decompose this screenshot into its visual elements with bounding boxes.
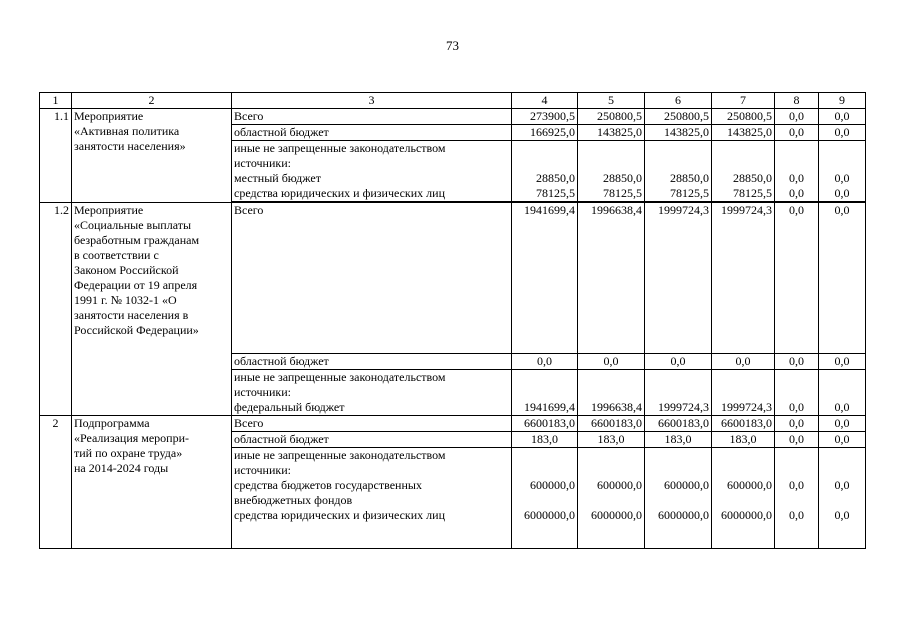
value-cell: 250800,5 [578,109,645,125]
source-label: Всего [232,416,512,432]
measure-title: Мероприятие «Активная политика занятости населения» [72,109,232,203]
budget-table [39,92,866,549]
value-cell: 0,0 [819,125,866,141]
value-cell: 0,0 [775,370,819,416]
value-cell: 28850,0 78125,5 [512,141,578,202]
value-cell: 1941699,4 [512,203,578,354]
value-cell: 28850,0 78125,5 [712,141,775,202]
value-cell: 183,0 [512,432,578,448]
value-cell: 600000,0 6000000,0 [645,448,712,549]
value-cell: 0,0 [819,432,866,448]
row-number: 2 [40,416,72,549]
table-row [40,109,866,125]
source-label: областной бюджет [232,125,512,141]
value-cell: 0,0 [775,432,819,448]
source-label: областной бюджет [232,354,512,370]
value-cell: 183,0 [578,432,645,448]
value-cell: 0,0 [712,354,775,370]
value-cell: 250800,5 [645,109,712,125]
header-cell: 6 [645,93,712,109]
header-row [40,93,866,109]
header-cell: 7 [712,93,775,109]
header-cell: 4 [512,93,578,109]
value-cell: 600000,0 6000000,0 [712,448,775,549]
value-cell: 1941699,4 [512,370,578,416]
value-cell: 0,0 [775,416,819,432]
value-cell: 143825,0 [645,125,712,141]
value-cell: 1999724,3 [712,203,775,354]
header-cell: 1 [40,93,72,109]
source-label: областной бюджет [232,432,512,448]
page-number: 73 [446,38,459,53]
value-cell: 6600183,0 [512,416,578,432]
value-cell: 6600183,0 [712,416,775,432]
source-label: иные не запрещенные законодательством источники: федеральный бюджет [232,370,512,416]
value-cell: 0,0 [819,109,866,125]
value-cell: 0,0 [645,354,712,370]
value-cell: 166925,0 [512,125,578,141]
value-cell: 0,0 0,0 [775,141,819,202]
header-cell: 9 [819,93,866,109]
value-cell: 6600183,0 [645,416,712,432]
value-cell: 0,0 [775,354,819,370]
header-cell: 5 [578,93,645,109]
source-label: Всего [232,109,512,125]
value-cell: 1996638,4 [578,203,645,354]
value-cell: 0,0 [512,354,578,370]
value-cell: 1999724,3 [645,203,712,354]
value-cell: 183,0 [712,432,775,448]
table-row [40,203,866,354]
value-cell: 0,0 0,0 [819,141,866,202]
row-number: 1.1 [40,109,72,203]
source-label: Всего [232,203,512,354]
value-cell: 273900,5 [512,109,578,125]
value-cell: 600000,0 6000000,0 [512,448,578,549]
value-cell: 6600183,0 [578,416,645,432]
value-cell: 28850,0 78125,5 [645,141,712,202]
value-cell: 143825,0 [712,125,775,141]
header-cell: 3 [232,93,512,109]
value-cell: 0,0 [819,203,866,354]
value-cell: 1999724,3 [712,370,775,416]
measure-title: Подпрограмма «Реализация меропри- тий по охране труда» на 2014-2024 годы [72,416,232,549]
value-cell: 28850,0 78125,5 [578,141,645,202]
value-cell: 1999724,3 [645,370,712,416]
value-cell: 0,0 [819,370,866,416]
value-cell: 600000,0 6000000,0 [578,448,645,549]
value-cell: 0,0 [775,203,819,354]
value-cell: 1996638,4 [578,370,645,416]
value-cell: 250800,5 [712,109,775,125]
header-cell: 8 [775,93,819,109]
source-label: иные не запрещенные законодательством источники: средства бюджетов государственных внебюджетных фондов средства юридических и физических лиц [232,448,512,549]
header-cell: 2 [72,93,232,109]
value-cell: 0,0 0,0 [819,448,866,549]
value-cell: 0,0 [819,416,866,432]
value-cell: 0,0 [578,354,645,370]
value-cell: 0,0 0,0 [775,448,819,549]
value-cell: 143825,0 [578,125,645,141]
table-row [40,416,866,432]
value-cell: 0,0 [775,109,819,125]
source-label: иные не запрещенные законодательством источники: местный бюджет средства юридических и физических лиц [232,141,512,202]
value-cell: 183,0 [645,432,712,448]
row-number: 1.2 [40,203,72,416]
value-cell: 0,0 [819,354,866,370]
measure-title: Мероприятие «Социальные выплаты безработным гражданам в соответствии с Законом Российской Федерации от 19 апреля 1991 г. № 1032-1 «О занятости населения в Российской Федерации» [72,203,232,416]
value-cell: 0,0 [775,125,819,141]
